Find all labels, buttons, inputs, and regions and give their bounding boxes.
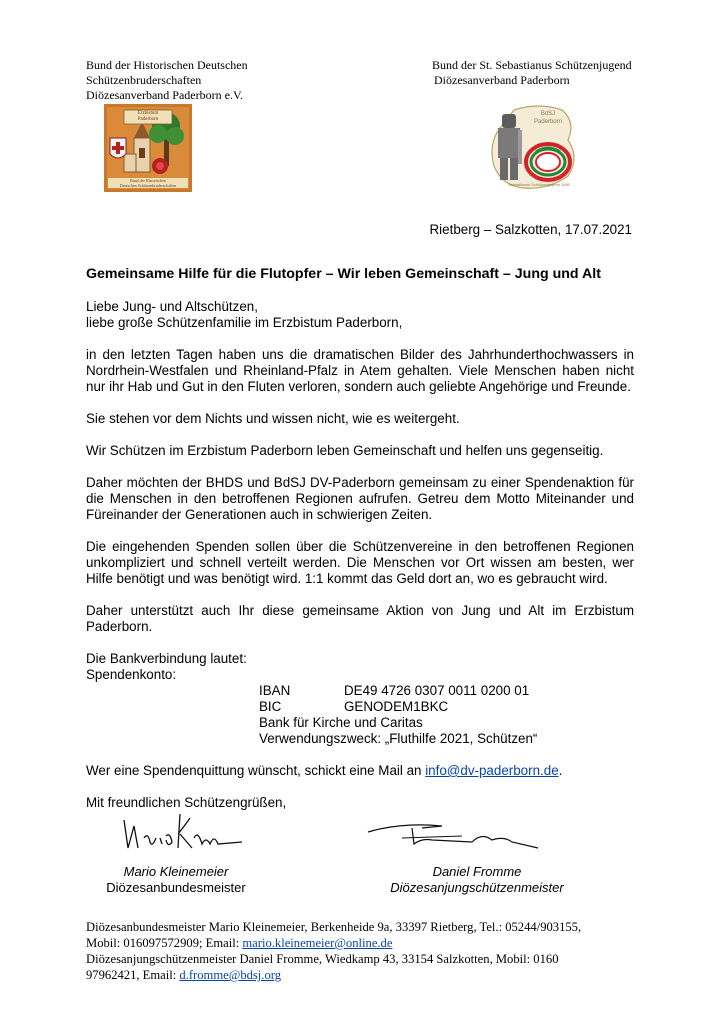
bdsj-logo [484, 100, 584, 196]
bic-row [259, 699, 634, 715]
letter-body [86, 299, 634, 811]
iban-row [259, 683, 634, 699]
signature-kleinemeier [118, 808, 248, 858]
footer-text: 97962421, Email: [86, 968, 180, 982]
bhds-logo-title-line: Paderborn [137, 117, 159, 122]
signature-name: Daniel Fromme [432, 864, 522, 879]
header-right-org-line: Diözesanverband Paderborn [434, 73, 570, 87]
bank-intro-line: Spendenkonto: [86, 667, 177, 682]
signature-role: Diözesanbundesmeister [106, 880, 246, 895]
signature-block-fromme [372, 864, 582, 896]
header-right-org [432, 58, 632, 88]
greeting-line: liebe große Schützenfamilie im Erzbistum Paderborn, [86, 315, 403, 330]
signature-role: Diözesanjungschützenmeister [390, 880, 564, 895]
footer-line: Diözesanbundesmeister Mario Kleinemeier, Berkenheide 9a, 33397 Rietberg, Tel.: 05244/903155, [86, 920, 582, 934]
bdsj-logo-title [528, 110, 568, 126]
receipt-email-link[interactable]: info@dv-paderborn.de [425, 763, 559, 778]
header-left-org-line: Bund der Historischen Deutschen [86, 58, 248, 72]
bdsj-logo-title-line: BdSJ [540, 111, 556, 117]
header-left-org [86, 58, 248, 103]
header-left-org-line: Diözesanverband Paderborn e.V. [86, 88, 244, 102]
receipt-text: Wer eine Spendenquittung wünscht, schickt eine Mail an [86, 763, 426, 778]
receipt-line [86, 763, 634, 779]
paragraph: Die eingehenden Spenden sollen über die Schützenvereine in den betroffenen Regionen unkompliziert und schnell verteilt werden. Die Menschen vor Ort wissen am besten, wer Hilfe benötigt und was benötigt wird. 1:1 kommt das Geld dort an, wo es gebraucht wird. [86, 539, 634, 586]
place-date: Rietberg – Salzkotten, 17.07.2021 [429, 222, 632, 237]
footer-email-kleinemeier-link[interactable]: mario.kleinemeier@online.de [242, 936, 393, 950]
footer-line [86, 935, 646, 951]
bank-intro-line: Die Bankverbindung lautet: [86, 651, 247, 666]
footer-text: Mobil: 016097572909; Email: [86, 936, 243, 950]
letter-title: Gemeinsame Hilfe für die Flutopfer – Wir leben Gemeinschaft – Jung und Alt [86, 266, 601, 282]
bank-purpose: Verwendungszweck: „Fluthilfe 2021, Schützen“ [259, 731, 538, 746]
footer-line: Diözesanjungschützenmeister Daniel Fromme, Wiedkamp 43, 33154 Salzkotten, Mobil: 0160 [86, 952, 559, 966]
bhds-logo [104, 104, 192, 192]
iban-value: DE49 4726 0307 0011 0200 01 [344, 683, 530, 698]
footer-line [86, 967, 646, 983]
bank-details [259, 683, 634, 747]
paragraph: Daher unterstützt auch Ihr diese gemeinsame Aktion von Jung und Alt im Erzbistum Paderborn. [86, 603, 634, 634]
bdsj-logo-title-line: Paderborn [533, 119, 563, 125]
signature-fromme [362, 818, 542, 858]
iban-label: IBAN [259, 683, 291, 698]
paragraph: Sie stehen vor dem Nichts und wissen nicht, wie es weitergeht. [86, 411, 460, 426]
bic-value: GENODEM1BKC [344, 699, 449, 714]
letter-footer [86, 919, 646, 983]
paragraph: Wir Schützen im Erzbistum Paderborn leben Gemeinschaft und helfen uns gegenseitig. [86, 443, 604, 458]
paragraph: in den letzten Tagen haben uns die dramatischen Bilder des Jahrhunderthochwassers in Nordrhein-Westfalen und Rheinland-Pfalz in Atem gehalten. Viele Menschen haben nicht nur ihr Hab und Gut in den Fluten verloren, sondern auch geliebte Angehörige und Freunde. [86, 347, 634, 394]
signature-name: Mario Kleinemeier [123, 864, 229, 879]
signature-block-kleinemeier [96, 864, 256, 896]
header-left-org-line: Schützenbruderschaften [86, 73, 202, 87]
bank-name: Bank für Kirche und Caritas [259, 715, 423, 730]
bhds-logo-title-line: Erzbistum [137, 111, 159, 116]
bic-label: BIC [259, 699, 282, 714]
bdsj-logo-ring-text: Sebastianus Schützenjugend 1950 [508, 182, 570, 187]
bhds-logo-caption [108, 178, 188, 188]
receipt-end: . [558, 763, 563, 778]
bhds-logo-caption-line: Deutschen Schützenbruderschaften [119, 183, 177, 188]
greeting-line: Liebe Jung- und Altschützen, [86, 299, 258, 314]
bhds-logo-caption-line: Bund der Historischen [130, 178, 166, 183]
header-right-org-line: Bund der St. Sebastianus Schützenjugend [432, 58, 632, 72]
bhds-logo-title [124, 111, 172, 123]
closing-line: Mit freundlichen Schützengrüßen, [86, 795, 287, 810]
paragraph: Daher möchten der BHDS und BdSJ DV-Paderborn gemeinsam zu einer Spendenaktion für die Menschen in den betroffenen Regionen aufrufen. Getreu dem Motto Miteinander und Füreinander der Generationen auch in schwierigen Zeiten. [86, 475, 634, 522]
footer-email-fromme-link[interactable]: d.fromme@bdsj.org [179, 968, 282, 982]
